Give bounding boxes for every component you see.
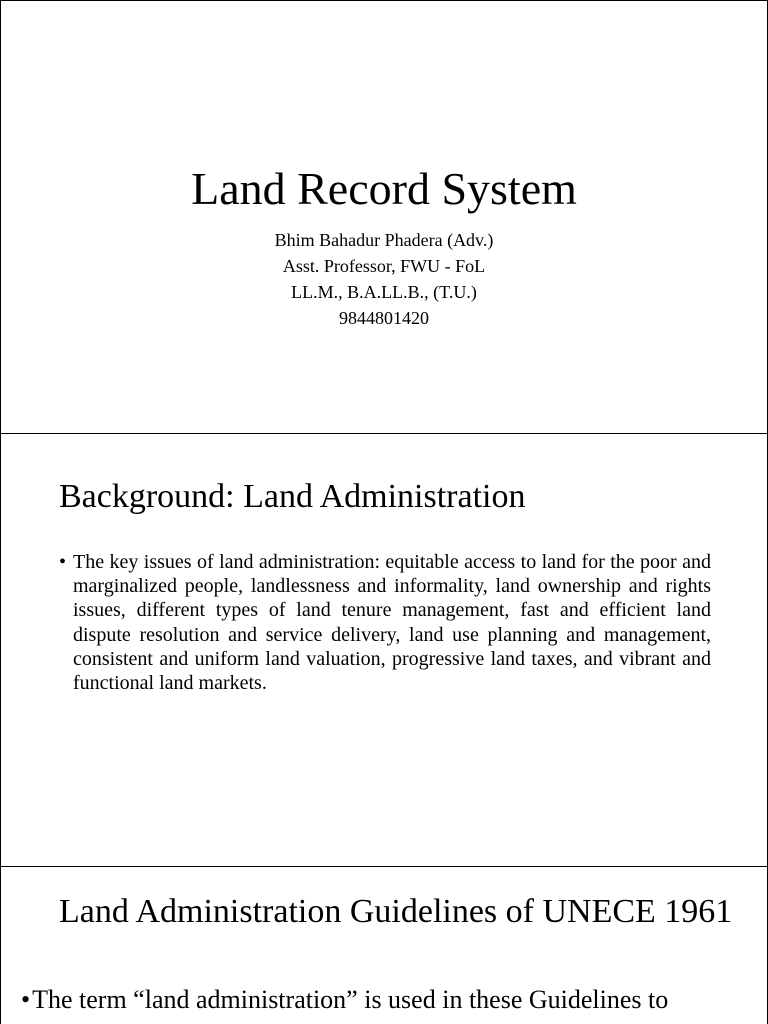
bullet-item <box>59 550 711 695</box>
author-degrees: LL.M., B.A.LL.B., (T.U.) <box>291 282 477 302</box>
bullet-text: The key issues of land administration: equitable access to land for the poor and marginalized people, landlessness and informality, land ownership and rights issues, different types of land tenure management, fast and efficient land dispute resolution and service delivery, land use planning and management, consistent and uniform land valuation, progressive land taxes, and vibrant and functional land markets. <box>73 551 711 695</box>
bullet-icon: • <box>21 985 31 1014</box>
slide-background <box>0 433 768 867</box>
author-position: Asst. Professor, FWU - FoL <box>282 256 486 276</box>
slide-heading: Background: Land Administration <box>59 478 526 515</box>
presentation-title: Land Record System <box>191 163 577 214</box>
slide-title <box>0 0 768 434</box>
author-phone: 9844801420 <box>339 308 429 328</box>
author-info <box>1 227 767 331</box>
slide-heading: Land Administration Guidelines of UNECE 1961 <box>59 893 733 930</box>
author-name: Bhim Bahadur Phadera (Adv.) <box>274 230 494 250</box>
bullet-icon: • <box>59 551 67 573</box>
slide-guidelines <box>0 866 768 1024</box>
bullet-item <box>21 985 761 1015</box>
bullet-text: The term “land administration” is used in these Guidelines to <box>32 985 669 1014</box>
